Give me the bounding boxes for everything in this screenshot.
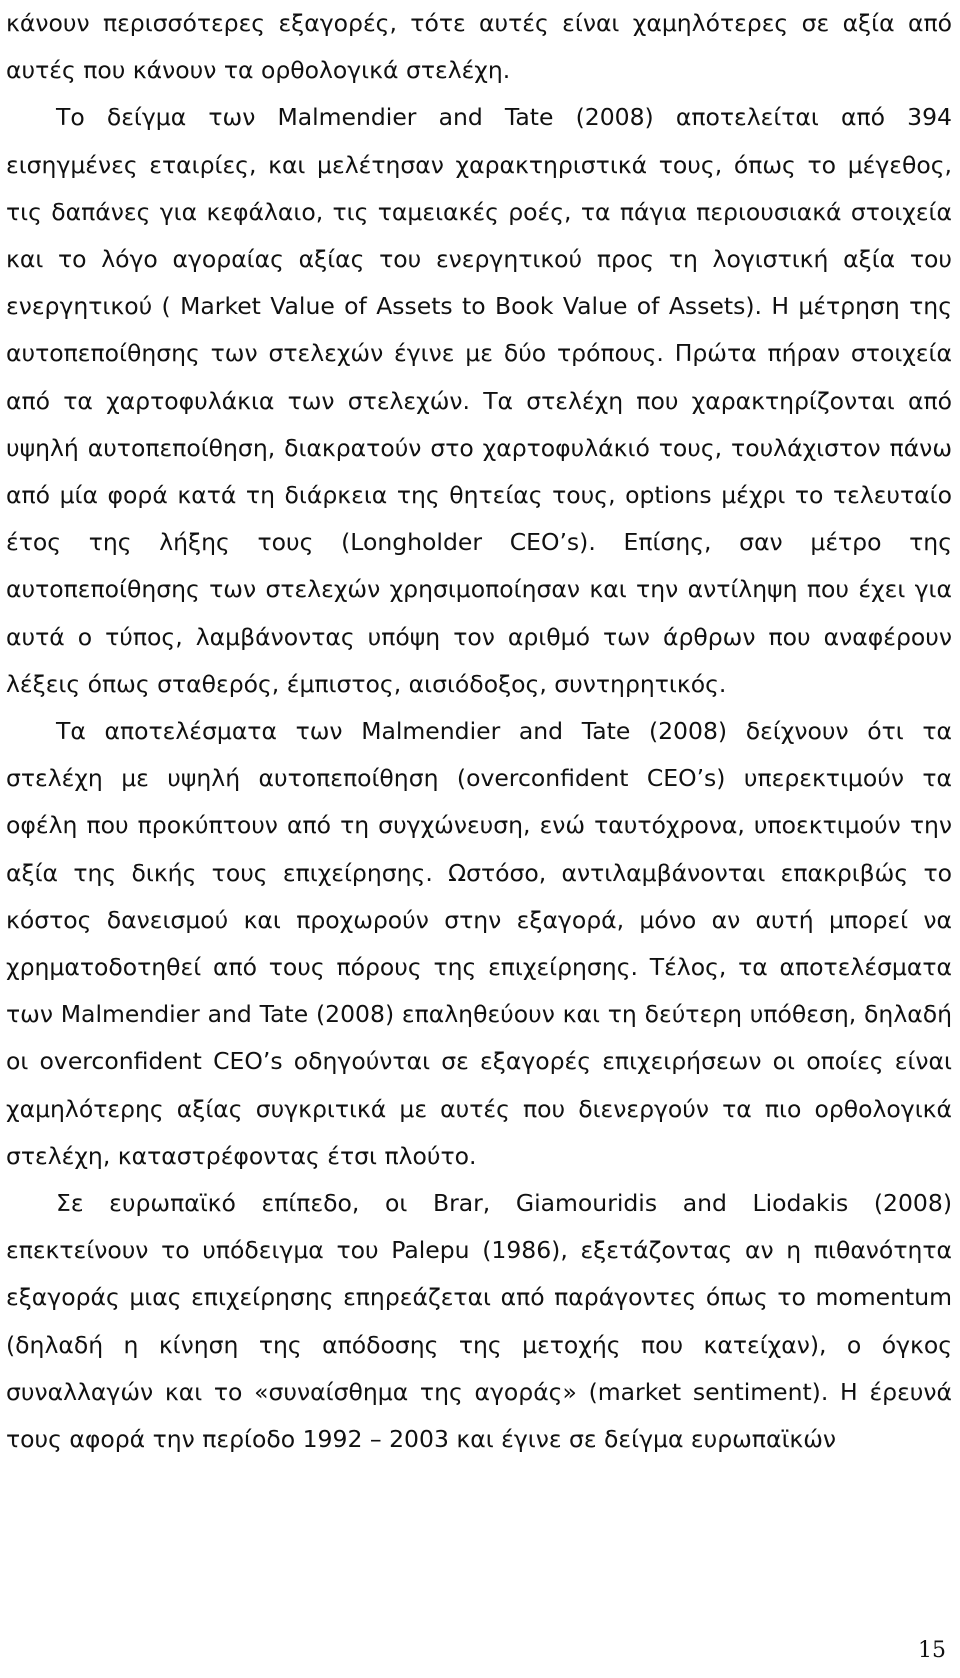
body-text <box>6 0 952 1463</box>
paragraph-results: Τα αποτελέσματα των Malmendier and Tate (2008) δείχνουν ότι τα στελέχη με υψηλή αυτοπεποίθηση (overconfident CEO’s) υπερεκτιμούν τα οφέλη που προκύπτουν από τη συγχώνευση, ενώ ταυτόχρονα, υποεκτιμούν την αξία της δικής τους επιχείρησης. Ωστόσο, αντιλαμβάνονται επακριβώς το κόστος δανεισμού και προχωρούν στην εξαγορά, μόνο αν αυτή μπορεί να χρηματοδοτηθεί από τους πόρους της επιχείρησης. Τέλος, τα αποτελέσματα των Malmendier and Tate (2008) επαληθεύουν και τη δεύτερη υπόθεση, δηλαδή οι overconfident CEO’s οδηγούνται σε εξαγορές επιχειρήσεων οι οποίες είναι χαμηλότερης αξίας συγκριτικά με αυτές που διενεργούν τα πιο ορθολογικά στελέχη, καταστρέφοντας έτσι πλούτο. <box>6 717 952 1170</box>
paragraph-sample-description: Το δείγμα των Malmendier and Tate (2008) αποτελείται από 394 εισηγμένες εταιρίες, και μελέτησαν χαρακτηριστικά τους, όπως το μέγεθος, τις δαπάνες για κεφάλαιο, τις ταμειακές ροές, τα πάγια περιουσιακά στοιχεία και το λόγο αγοραίας αξίας του ενεργητικού προς τη λογιστική αξία του ενεργητικού ( Market Value of Assets to Book Value of Assets). Η μέτρηση της αυτοπεποίθησης των στελεχών έγινε με δύο τρόπους. Πρώτα πήραν στοιχεία από τα χαρτοφυλάκια των στελεχών. Τα στελέχη που χαρακτηρίζονται από υψηλή αυτοπεποίθηση, διακρατούν στο χαρτοφυλάκιό τους, τουλάχιστον πάνω από μία φορά κατά τη διάρκεια της θητείας τους, options μέχρι το τελευταίο έτος της λήξης τους (Longholder CEO’s). Επίσης, σαν μέτρο της αυτοπεποίθησης των στελεχών χρησιμοποίησαν και την αντίληψη που έχει για αυτά ο τύπος, λαμβάνοντας υπόψη τον αριθμό των άρθρων που αναφέρουν λέξεις όπως σταθερός, έμπιστος, αισιόδοξος, συντηρητικός. <box>6 103 952 698</box>
paragraph-european-study: Σε ευρωπαϊκό επίπεδο, οι Brar, Giamouridis and Liodakis (2008) επεκτείνουν το υπόδειγμα του Palepu (1986), εξετάζοντας αν η πιθανότητα εξαγοράς μιας επιχείρησης επηρεάζεται από παράγοντες όπως το momentum (δηλαδή η κίνηση της απόδοσης της μετοχής που κατείχαν), ο όγκος συναλλαγών και το «συναίσθημα της αγοράς» (market sentiment). Η έρευνά τους αφορά την περίοδο 1992 – 2003 και έγινε σε δείγμα ευρωπαϊκών <box>6 1189 952 1454</box>
page-number: 15 <box>918 1638 946 1663</box>
paragraph-continuation: κάνουν περισσότερες εξαγορές, τότε αυτές είναι χαμηλότερες σε αξία από αυτές που κάνουν τα ορθολογικά στελέχη. <box>6 9 952 85</box>
